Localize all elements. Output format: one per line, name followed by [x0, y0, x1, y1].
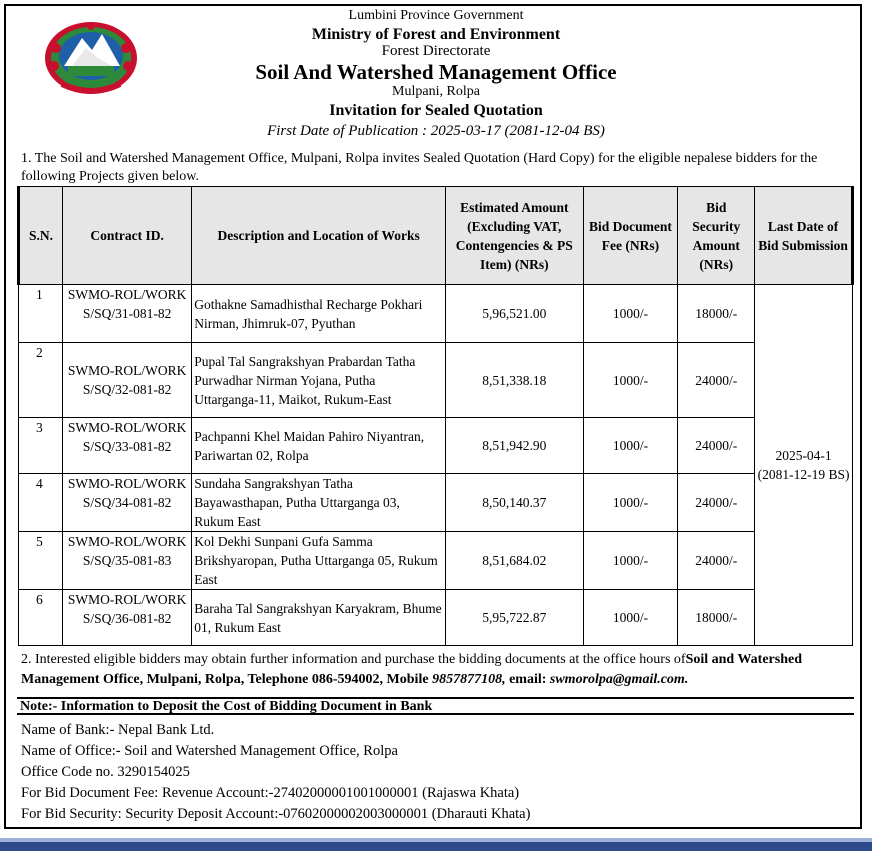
table-row — [19, 418, 853, 474]
office-name-line: Name of Office:- Soil and Watershed Management Office, Rolpa — [21, 743, 398, 759]
info-prefix: 2. Interested eligible bidders may obtain further information and purchase the bidding documents at the office hours of — [21, 652, 686, 667]
office-location: Mulpani, Rolpa — [392, 84, 480, 99]
cell-sn: 5 — [19, 532, 63, 590]
cell-security: 24000/- — [678, 418, 755, 474]
note-heading: Note:- Information to Deposit the Cost of Bidding Document in Bank — [17, 697, 854, 715]
info-paragraph — [21, 650, 851, 690]
header-description: Description and Location of Works — [192, 187, 446, 285]
cell-estimated: 8,50,140.37 — [445, 474, 583, 532]
works-table — [17, 186, 854, 646]
cell-last-date: 2025-04-1 (2081-12-19 BS) — [755, 285, 853, 646]
office-contact: Soil and Watershed Management Office, Mulpani, Rolpa, Telephone 086-594002, Mobile — [21, 652, 802, 687]
table-row — [19, 343, 853, 418]
cell-fee: 1000/- — [583, 474, 678, 532]
table-row — [19, 285, 853, 343]
header-security: Bid Security Amount (NRs) — [678, 187, 755, 285]
cell-security: 24000/- — [678, 532, 755, 590]
cell-estimated: 8,51,684.02 — [445, 532, 583, 590]
notice-title: Invitation for Sealed Quotation — [329, 102, 543, 119]
cell-description: Gothakne Samadhisthal Recharge Pokhari Nirman, Jhimruk-07, Pyuthan — [192, 285, 446, 343]
email-address: swmorolpa@gmail.com. — [549, 672, 689, 687]
cell-description: Pachpanni Khel Maidan Pahiro Niyantran, Pariwartan 02, Rolpa — [192, 418, 446, 474]
cell-description: Sundaha Sangrakshyan Tatha Bayawasthapan, Putha Uttarganga 03, Rukum East — [192, 474, 446, 532]
table-row — [19, 532, 853, 590]
cell-security: 24000/- — [678, 343, 755, 418]
cell-description: Baraha Tal Sangrakshyan Karyakram, Bhume 01, Rukum East — [192, 590, 446, 646]
cell-security: 18000/- — [678, 590, 755, 646]
mobile-number: 9857877108, — [432, 672, 506, 687]
cell-sn: 3 — [19, 418, 63, 474]
cell-description: Pupal Tal Sangrakshyan Prabardan Tatha Purwadhar Nirman Yojana, Putha Uttarganga-11, Maikot, Rukum-East — [192, 343, 446, 418]
cell-contract-id: SWMO-ROL/WORKS/SQ/34-081-82 — [62, 474, 191, 532]
security-account: For Bid Security: Security Deposit Account:-07602000002003000001 (Dharauti Khata) — [21, 806, 531, 822]
cell-sn: 4 — [19, 474, 63, 532]
cell-contract-id: SWMO-ROL/WORKS/SQ/32-081-82 — [62, 343, 191, 418]
cell-fee: 1000/- — [583, 418, 678, 474]
cell-estimated: 5,96,521.00 — [445, 285, 583, 343]
government-name: Lumbini Province Government — [348, 8, 524, 23]
table-row — [19, 590, 853, 646]
bank-name: Name of Bank:- Nepal Bank Ltd. — [21, 722, 215, 738]
cell-contract-id: SWMO-ROL/WORKS/SQ/31-081-82 — [62, 285, 191, 343]
header-sn: S.N. — [19, 187, 63, 285]
header-last-date: Last Date of Bid Submission — [755, 187, 853, 285]
cell-contract-id: SWMO-ROL/WORKS/SQ/35-081-83 — [62, 532, 191, 590]
table-header-row — [19, 187, 853, 285]
cell-fee: 1000/- — [583, 532, 678, 590]
cell-sn: 6 — [19, 590, 63, 646]
cell-fee: 1000/- — [583, 590, 678, 646]
office-code: Office Code no. 3290154025 — [21, 764, 190, 780]
cell-fee: 1000/- — [583, 343, 678, 418]
ministry-name: Ministry of Forest and Environment — [311, 26, 561, 43]
bottom-bar — [0, 838, 872, 851]
cell-security: 18000/- — [678, 285, 755, 343]
cell-security: 24000/- — [678, 474, 755, 532]
cell-fee: 1000/- — [583, 285, 678, 343]
intro-paragraph: 1. The Soil and Watershed Management Office, Mulpani, Rolpa invites Sealed Quotation (Hard Copy) for the eligible nepalese bidders for the following Projects given below. — [21, 151, 818, 184]
cell-sn: 1 — [19, 285, 63, 343]
fee-account: For Bid Document Fee: Revenue Account:-27402000001001000001 (Rajaswa Khata) — [21, 785, 520, 801]
directorate-name: Forest Directorate — [381, 43, 491, 59]
header-estimated: Estimated Amount (Excluding VAT, Contengencies & PS Item) (NRs) — [445, 187, 583, 285]
cell-contract-id: SWMO-ROL/WORKS/SQ/33-081-82 — [62, 418, 191, 474]
cell-estimated: 5,95,722.87 — [445, 590, 583, 646]
cell-estimated: 8,51,942.90 — [445, 418, 583, 474]
cell-estimated: 8,51,338.18 — [445, 343, 583, 418]
office-name: Soil And Watershed Management Office — [255, 60, 617, 84]
header-contract-id: Contract ID. — [62, 187, 191, 285]
cell-sn: 2 — [19, 343, 63, 418]
cell-description: Kol Dekhi Sunpani Gufa Samma Brikshyaropan, Putha Uttarganga 05, Rukum East — [192, 532, 446, 590]
publication-date: First Date of Publication : 2025-03-17 (2081-12-04 BS) — [267, 123, 605, 139]
table-row — [19, 474, 853, 532]
email-label: email: — [505, 672, 550, 687]
header-fee: Bid Document Fee (NRs) — [583, 187, 678, 285]
cell-contract-id: SWMO-ROL/WORKS/SQ/36-081-82 — [62, 590, 191, 646]
